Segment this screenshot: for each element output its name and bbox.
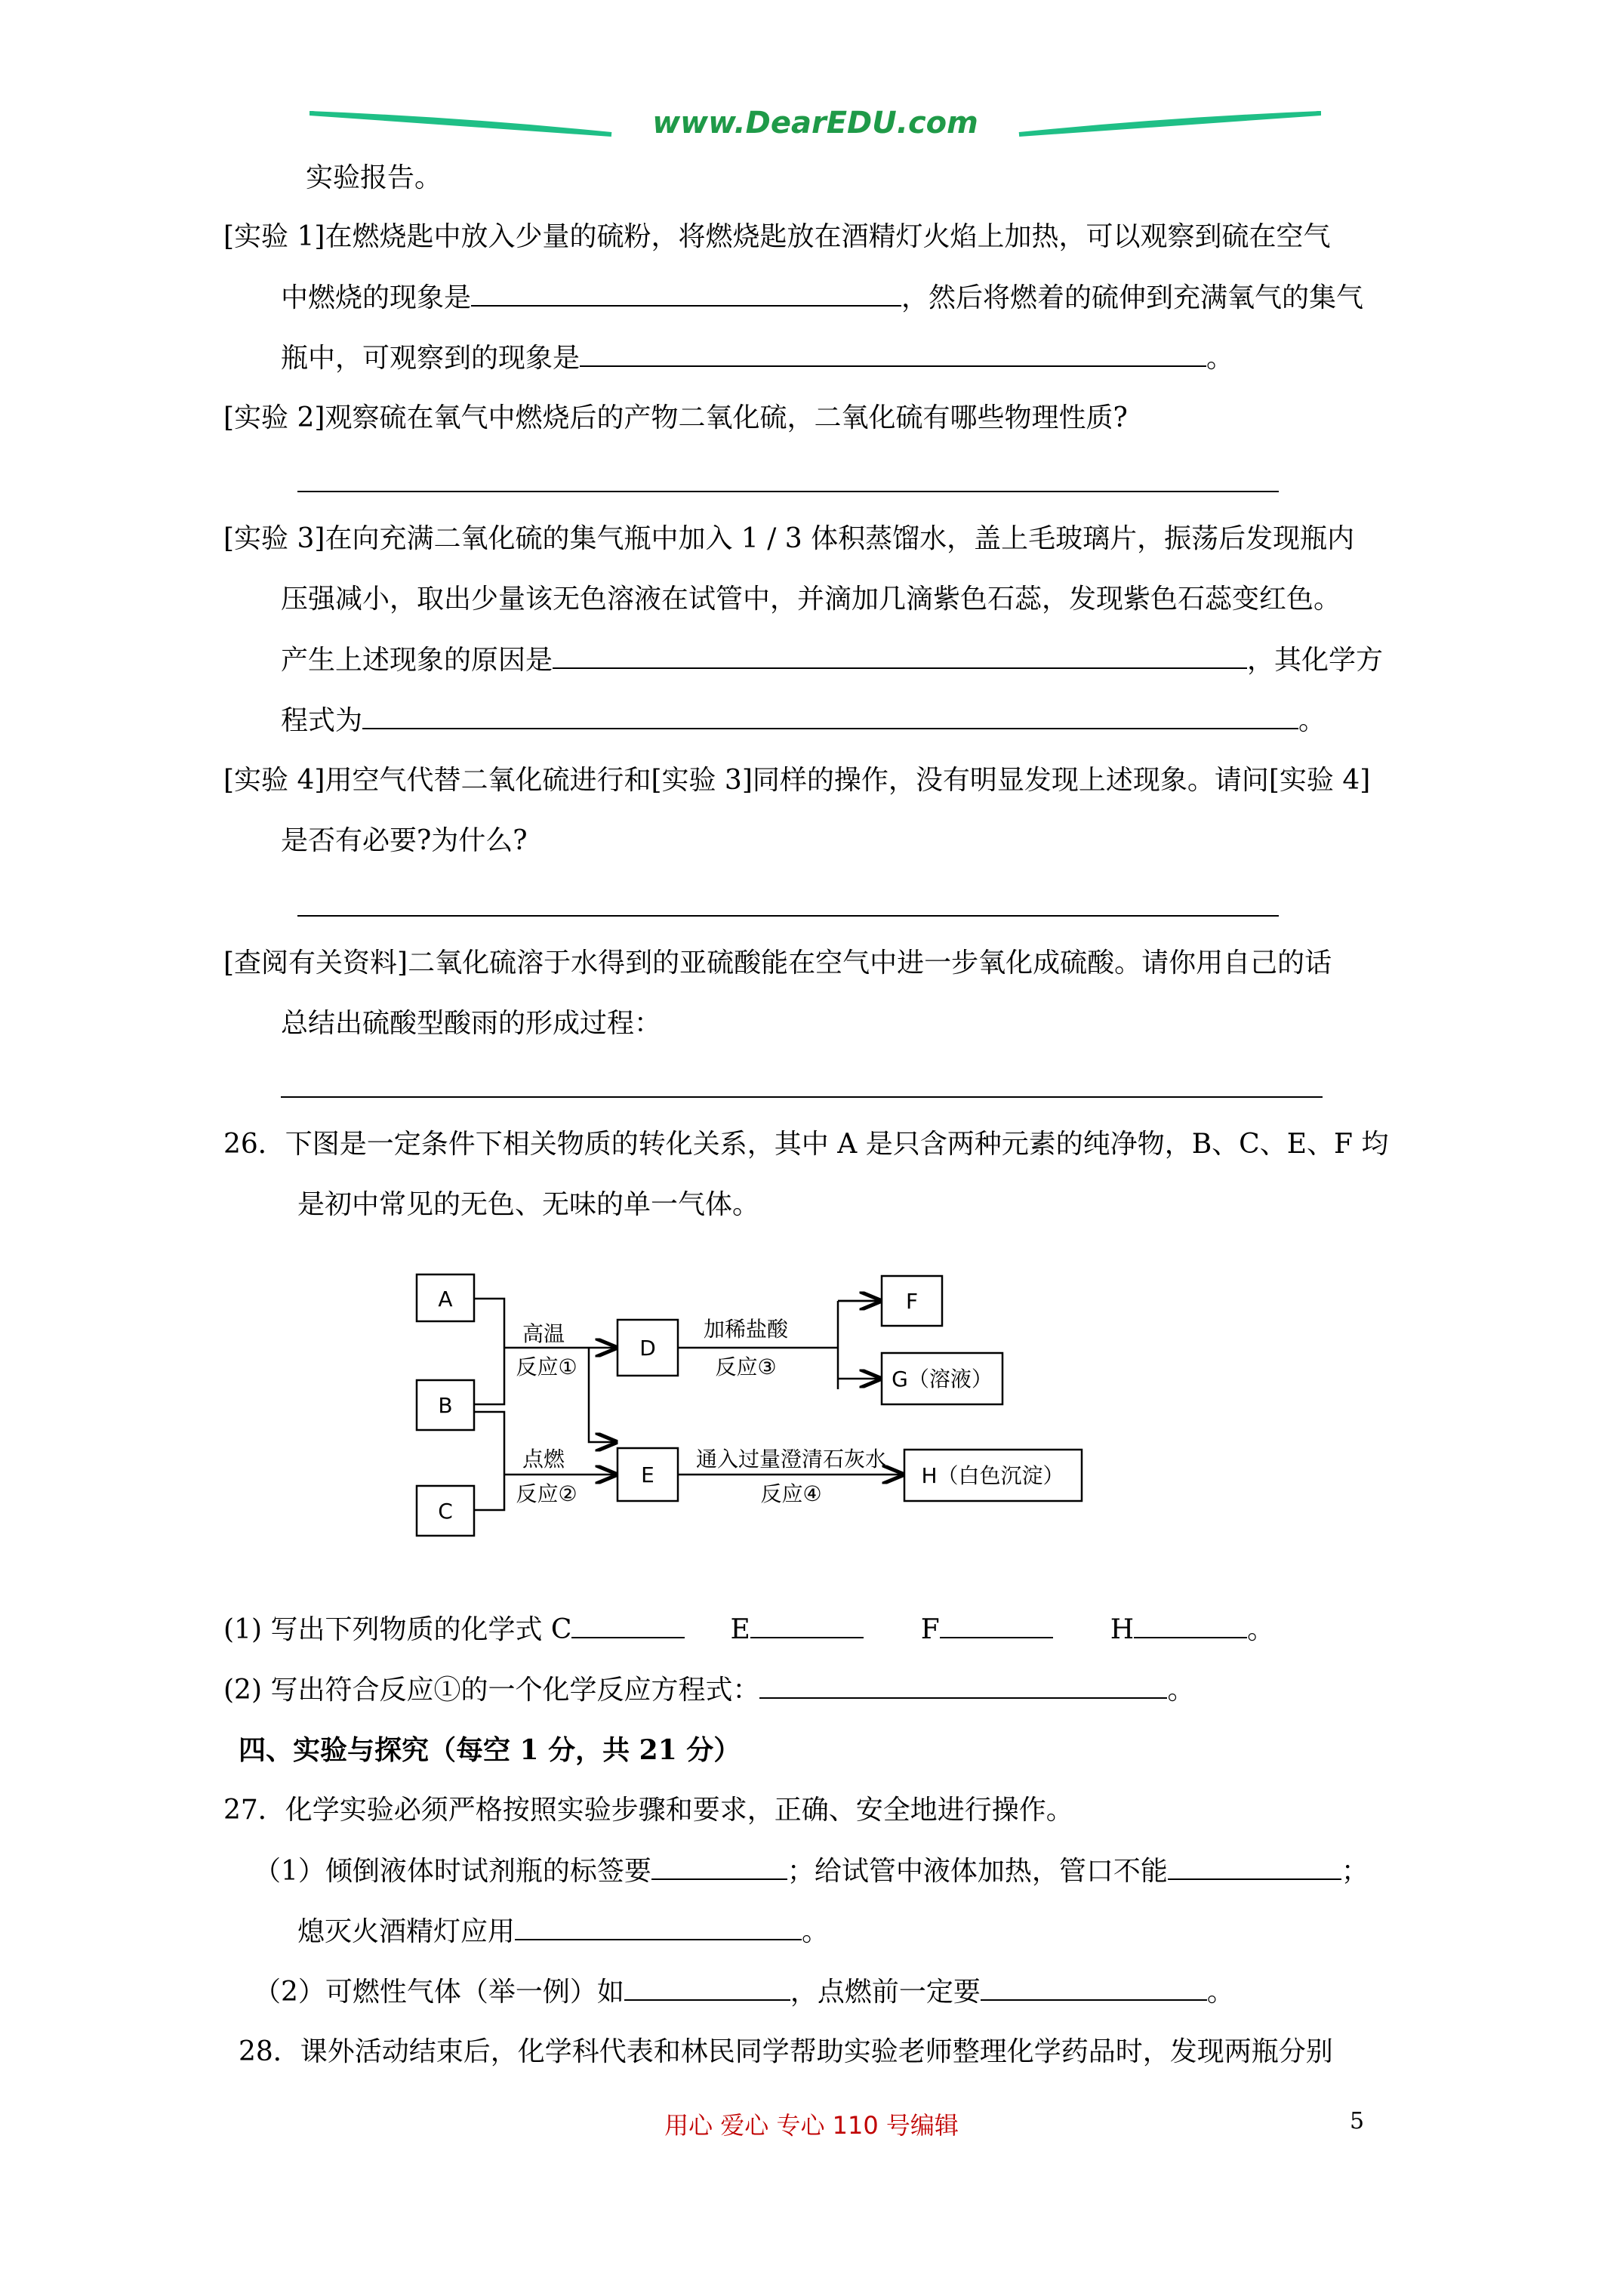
text-segment: （1）倾倒液体时试剂瓶的标签要 <box>254 1856 651 1887</box>
label-g: G（溶液） <box>892 1367 993 1391</box>
text-segment: 熄灭火酒精灯应用 <box>297 1916 516 1947</box>
arrow-to-f <box>838 1301 880 1389</box>
text-segment: （2）可燃性气体（举一例）如 <box>254 1977 624 2008</box>
answer-blank-f[interactable] <box>940 1611 1053 1638</box>
text-segment: 产生上述现象的原因是 <box>281 645 553 676</box>
answer-blank-h[interactable] <box>1134 1611 1247 1638</box>
label-e: E <box>641 1462 654 1487</box>
question-26-text: 26．下图是一定条件下相关物质的转化关系，其中 A 是只含两种元素的纯净物，B、C、E、F 均 <box>223 1129 1389 1160</box>
experiment-1-text: [实验 1]在燃烧匙中放入少量的硫粉，将燃烧匙放在酒精灯火焰上加热，可以观察到硫在空气 <box>223 221 1331 252</box>
text-segment: 。 <box>1206 343 1234 374</box>
text-segment: ； <box>1341 1856 1369 1887</box>
question-26-1 <box>223 1611 1274 1648</box>
answer-blank[interactable] <box>624 1974 790 2001</box>
answer-blank-e[interactable] <box>750 1611 864 1638</box>
reaction-4-condition: 通入过量澄清石灰水 <box>695 1447 887 1472</box>
experiment-1-line-2 <box>281 279 1363 316</box>
text-segment: (1) 写出下列物质的化学式 C <box>223 1614 572 1645</box>
answer-blank[interactable] <box>553 642 1247 669</box>
text-segment: 。 <box>1298 705 1326 736</box>
experiment-1-line-3 <box>281 340 1233 377</box>
question-26-line-2: 是初中常见的无色、无味的单一气体。 <box>297 1189 760 1220</box>
experiment-4-text: [实验 4]用空气代替二氧化硫进行和[实验 3]同样的操作，没有明显发现上述现象。请问[实验 4] <box>223 765 1371 796</box>
answer-blank[interactable] <box>651 1853 787 1880</box>
label-b: B <box>438 1393 453 1418</box>
experiment-2-text: [实验 2]观察硫在氧气中燃烧后的产物二氧化硫，二氧化硫有哪些物理性质? <box>223 402 1128 433</box>
text-segment: E <box>730 1614 750 1645</box>
section-heading: 四、实验与探究（每空 1 分，共 21 分） <box>239 1734 741 1766</box>
reaction-1-label: 反应① <box>516 1354 577 1379</box>
answer-blank[interactable] <box>471 279 901 307</box>
page-number: 5 <box>1350 2108 1365 2134</box>
question-28-text: 28．课外活动结束后，化学科代表和林民同学帮助实验老师整理化学药品时，发现两瓶分别 <box>239 2036 1333 2067</box>
text-segment: 。 <box>1167 1675 1195 1706</box>
answer-blank[interactable] <box>1168 1853 1341 1880</box>
question-27-2 <box>254 1974 1234 2011</box>
connector-bd-to-e <box>589 1348 616 1442</box>
label-h: H（白色沉淀） <box>921 1463 1064 1488</box>
text-segment: ，点燃前一定要 <box>790 1977 981 2008</box>
answer-line[interactable] <box>297 491 1279 492</box>
experiment-3-line-3 <box>281 642 1383 679</box>
answer-blank[interactable] <box>759 1672 1167 1699</box>
reference-line-2: 总结出硫酸型酸雨的形成过程： <box>281 1008 662 1039</box>
footer-text: 用心 爱心 专心 110 号编辑 <box>664 2111 959 2140</box>
text-segment: F <box>920 1614 940 1645</box>
text-segment: (2) 写出符合反应①的一个化学反应方程式： <box>223 1675 760 1706</box>
text-segment: 。 <box>1247 1614 1275 1645</box>
text-line: 实验报告。 <box>306 162 442 193</box>
text-segment: 。 <box>802 1916 830 1947</box>
reaction-3-label: 反应③ <box>715 1354 777 1379</box>
answer-blank[interactable] <box>362 702 1298 729</box>
connector-ab <box>474 1299 504 1404</box>
reaction-2-condition: 点燃 <box>522 1447 565 1472</box>
reaction-4-label: 反应④ <box>760 1481 822 1506</box>
text-segment: ；给试管中液体加热，管口不能 <box>787 1856 1168 1887</box>
question-27-text: 27．化学实验必须严格按照实验步骤和要求，正确、安全地进行操作。 <box>223 1795 1073 1826</box>
answer-blank-c[interactable] <box>571 1611 685 1638</box>
reaction-2-label: 反应② <box>516 1481 577 1506</box>
reaction-diagram <box>414 1261 1093 1548</box>
experiment-4-line-2: 是否有必要?为什么? <box>281 825 528 856</box>
label-f: F <box>905 1289 919 1314</box>
text-segment: ，其化学方 <box>1247 645 1384 676</box>
text-segment: H <box>1110 1614 1135 1645</box>
reaction-1-condition: 高温 <box>522 1321 565 1346</box>
text-segment: ，然后将燃着的硫伸到充满氧气的集气 <box>901 282 1364 313</box>
site-url: www.DearEDU.com <box>652 106 978 140</box>
text-segment: 中燃烧的现象是 <box>281 282 472 313</box>
answer-blank[interactable] <box>981 1974 1207 2001</box>
text-segment: 瓶中，可观察到的现象是 <box>281 343 581 374</box>
text-segment: 程式为 <box>281 705 363 736</box>
answer-line[interactable] <box>297 915 1279 917</box>
answer-line[interactable] <box>281 1096 1323 1098</box>
label-d: D <box>639 1336 656 1361</box>
connector-bc <box>474 1412 504 1510</box>
text-segment: 。 <box>1206 1977 1234 2008</box>
label-a: A <box>438 1287 453 1311</box>
label-c: C <box>438 1499 453 1524</box>
question-27-1-line-2 <box>297 1913 829 1950</box>
question-26-2 <box>223 1672 1194 1709</box>
experiment-3-text: [实验 3]在向充满二氧化硫的集气瓶中加入 1 / 3 体积蒸馏水，盖上毛玻璃片，振荡后发现瓶内 <box>223 523 1355 554</box>
experiment-3-line-2: 压强减小，取出少量该无色溶液在试管中，并滴加几滴紫色石蕊，发现紫色石蕊变红色。 <box>281 584 1341 615</box>
question-27-1 <box>254 1853 1369 1890</box>
reference-text: [查阅有关资料]二氧化硫溶于水得到的亚硫酸能在空气中进一步氧化成硫酸。请你用自己的话 <box>223 948 1332 978</box>
reaction-3-condition: 加稀盐酸 <box>703 1317 789 1342</box>
experiment-3-line-4 <box>281 702 1326 739</box>
answer-blank[interactable] <box>580 340 1206 367</box>
header-logo <box>310 97 1321 157</box>
answer-blank[interactable] <box>515 1913 802 1940</box>
